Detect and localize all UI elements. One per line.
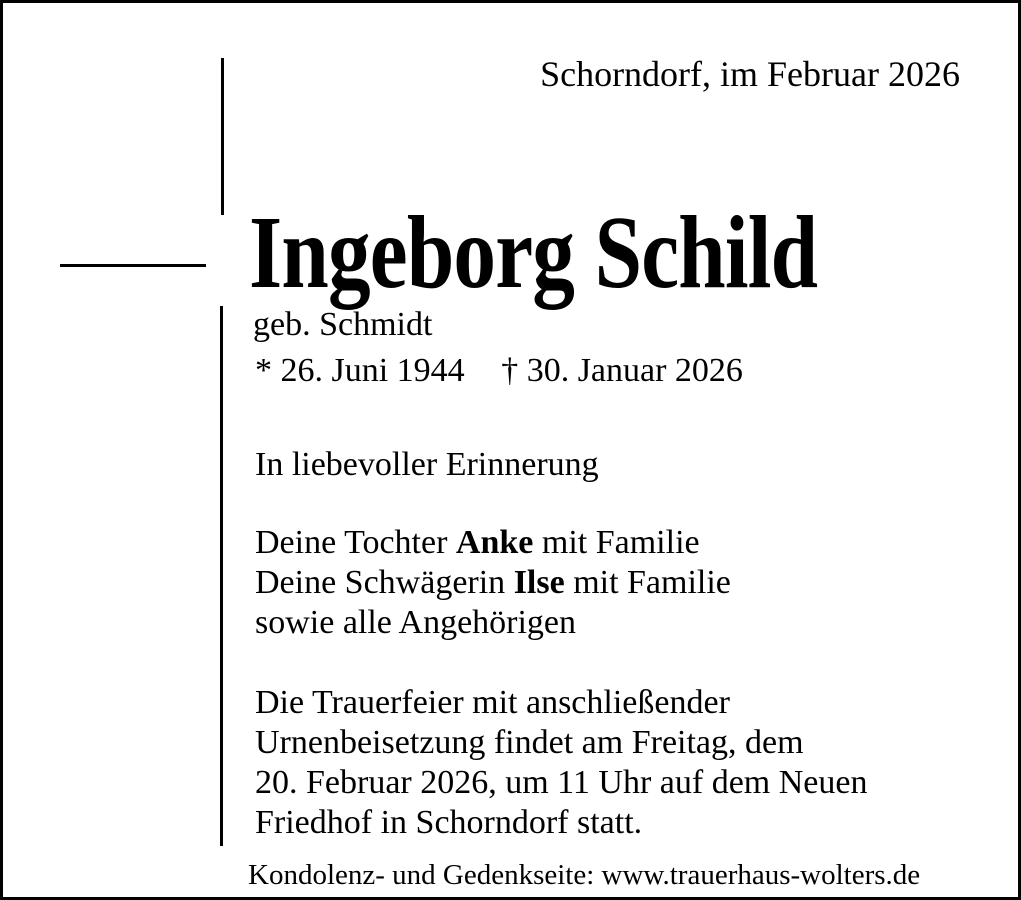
ornament-horizontal-rule (60, 264, 206, 267)
mourner-line (255, 523, 731, 563)
condolence-footer: Kondolenz- und Gedenkseite: www.trauerhaus-wolters.de (248, 859, 921, 891)
mourner-prefix: Deine Schwägerin (255, 564, 514, 601)
mourner-suffix: mit Familie (564, 564, 731, 601)
funeral-line: Urnenbeisetzung findet am Freitag, dem (255, 724, 804, 761)
mourner-name: Ilse (513, 564, 565, 601)
deceased-name: Ingeborg Schild (249, 195, 818, 310)
mourner-line (255, 603, 731, 643)
ornament-vertical-rule-bottom (220, 306, 223, 846)
birth-date: * 26. Juni 1944 (255, 352, 465, 389)
ornament-vertical-rule-top (221, 58, 224, 215)
funeral-announcement (255, 683, 867, 843)
mourner-prefix: Deine Tochter (255, 524, 456, 561)
funeral-line: Die Trauerfeier mit anschließender (255, 684, 730, 721)
mourner-suffix: mit Familie (533, 524, 700, 561)
mourner-prefix: sowie alle Angehörigen (255, 604, 577, 641)
life-dates (255, 351, 743, 390)
mourners-block (255, 523, 731, 643)
maiden-name: geb. Schmidt (253, 306, 433, 343)
memorial-line: In liebevoller Erinnerung (255, 446, 599, 483)
dateline: Schorndorf, im Februar 2026 (540, 54, 960, 94)
mourner-name: Anke (455, 524, 534, 561)
funeral-line: Friedhof in Schorndorf statt. (255, 804, 643, 841)
funeral-line: 20. Februar 2026, um 11 Uhr auf dem Neuen (255, 764, 868, 801)
death-date: † 30. Januar 2026 (501, 352, 743, 389)
mourner-line (255, 563, 731, 603)
